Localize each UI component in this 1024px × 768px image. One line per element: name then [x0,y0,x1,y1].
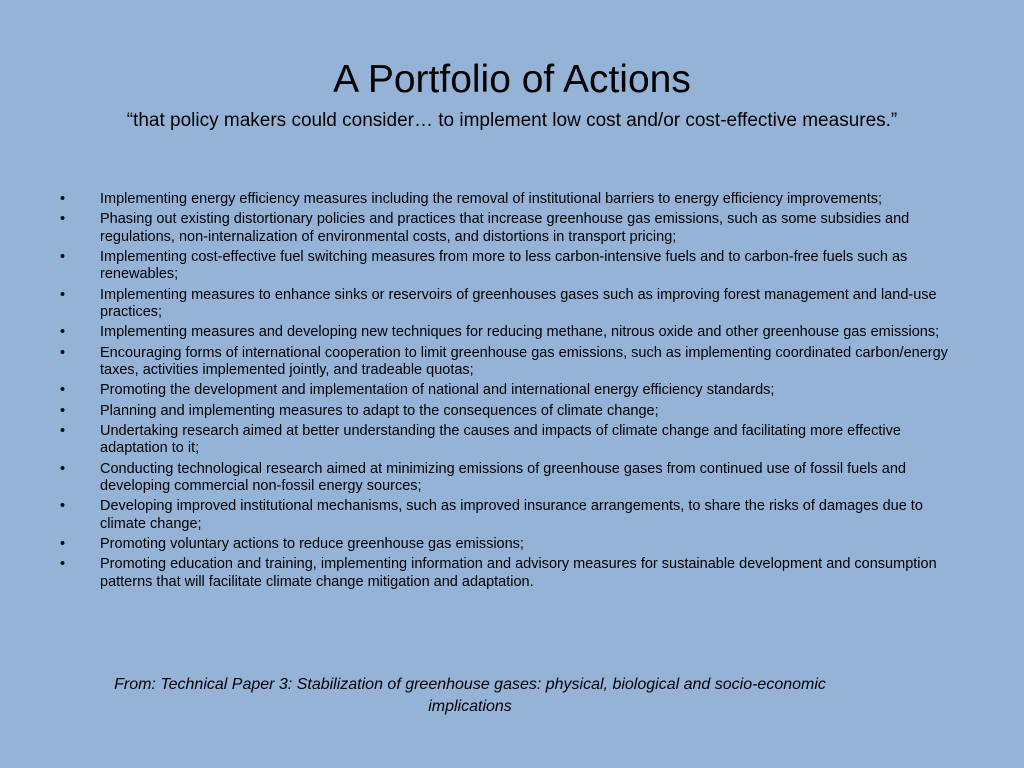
bullet-dot-icon: • [60,536,66,553]
bullet-item [56,324,968,341]
bullet-list [56,191,968,594]
bullet-dot-icon: • [60,286,66,303]
bullet-item [56,403,968,420]
bullet-dot-icon: • [60,423,66,439]
bullet-text: Planning and implementing measures to adapt to the consequences of climate change; [100,402,659,419]
bullet-item [56,461,968,496]
bullet-item [56,498,968,533]
bullet-dot-icon: • [60,211,66,228]
slide-subtitle: “that policy makers could consider… to implement low cost and/or cost-effective measures.” [126,110,898,131]
bullet-dot-icon: • [60,324,66,341]
bullet-item [56,556,968,591]
bullet-text: Implementing measures to enhance sinks or reservoirs of greenhouses gases such as improving forest management and land-use practices; [100,286,937,321]
bullet-text: Phasing out existing distortionary policies and practices that increase greenhouse gas emissions, such as some subsidies and regulations, non-internalization of environmental costs, and distortions in transport pricing; [100,211,910,245]
bullet-item [56,191,968,208]
bullet-text: Encouraging forms of international cooperation to limit greenhouse gas emissions, such as implementing coordinated carbon/energy taxes, activities implemented jointly, and tradeable quotas; [100,344,948,379]
bullet-item [56,249,968,284]
bullet-item [56,536,968,553]
bullet-item [56,345,968,380]
bullet-dot-icon: • [60,498,66,515]
bullet-dot-icon: • [60,344,66,361]
bullet-text: Developing improved institutional mechanisms, such as improved insurance arrangements, to share the risks of damages due to climate change; [100,498,923,532]
bullet-dot-icon: • [60,249,66,265]
bullet-item [56,423,968,458]
bullet-text: Promoting education and training, implementing information and advisory measures for sustainable development and consumption patterns that will facilitate climate change mitigation and adaptation. [100,556,937,590]
bullet-text: Implementing cost-effective fuel switching measures from more to less carbon-intensive fuels and to carbon-free fuels such as renewables; [100,249,908,283]
bullet-item [56,287,968,322]
bullet-dot-icon: • [60,191,66,207]
source-citation: From: Technical Paper 3: Stabilization of greenhouse gases: physical, biological and socio-economic implications [114,676,826,715]
bullet-text: Implementing measures and developing new techniques for reducing methane, nitrous oxide and other greenhouse gas emissions; [100,324,940,341]
bullet-item [56,211,968,246]
bullet-text: Undertaking research aimed at better understanding the causes and impacts of climate change and facilitating more effective adaptation to it; [100,423,901,457]
bullet-text: Conducting technological research aimed at minimizing emissions of greenhouse gases from continued use of fossil fuels and developing commercial non-fossil energy sources; [100,460,906,495]
bullet-dot-icon: • [60,556,66,573]
bullet-dot-icon: • [60,460,66,477]
bullet-text: Promoting the development and implementation of national and international energy efficiency standards; [100,382,775,399]
bullet-item [56,382,968,399]
slide-title: A Portfolio of Actions [333,58,691,101]
bullet-text: Promoting voluntary actions to reduce greenhouse gas emissions; [100,536,524,553]
title-block [0,57,1024,134]
bullet-dot-icon: • [60,402,66,419]
bullet-text: Implementing energy efficiency measures including the removal of institutional barriers to energy efficiency improvements; [100,191,883,207]
bullet-dot-icon: • [60,382,66,399]
